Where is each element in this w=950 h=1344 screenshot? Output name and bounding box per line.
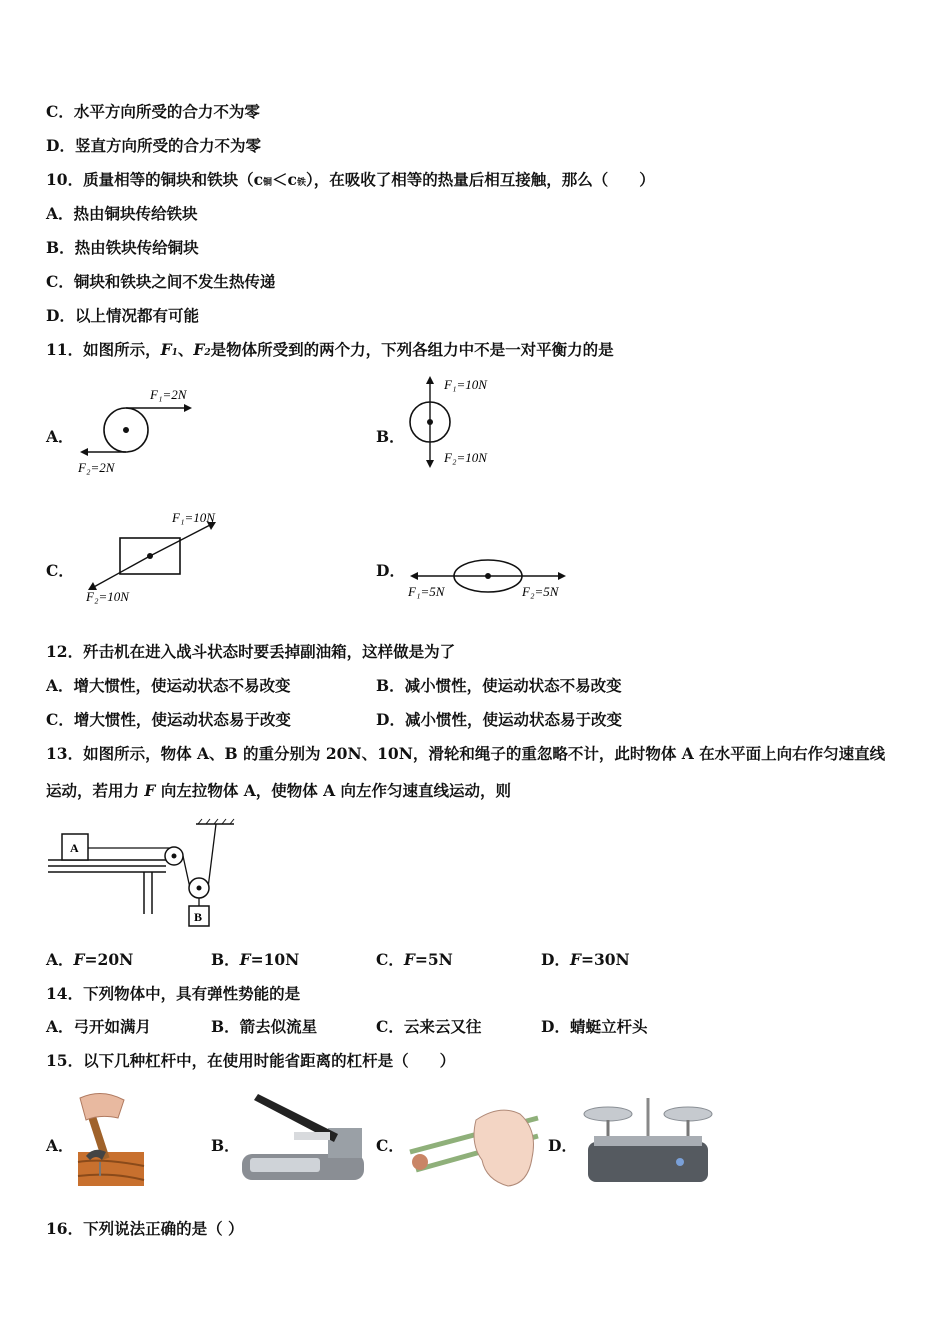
option-letter: B． — [211, 950, 240, 969]
q15-label-c: C． — [376, 1136, 404, 1155]
option-f: F — [403, 950, 415, 969]
option-value: =5N — [414, 950, 453, 969]
q11-stem-part: 11．如图所示， — [46, 340, 161, 359]
balance-scale-image — [576, 1088, 716, 1188]
block-a-label: A — [70, 841, 79, 855]
q15-label-a: A． — [46, 1136, 74, 1155]
q11-label-a: A． — [46, 427, 74, 446]
pulley-axle — [197, 886, 202, 891]
pulley-axle — [172, 854, 177, 859]
q13-option-d — [541, 950, 630, 970]
hand — [80, 1093, 124, 1120]
q14-stem: 14．下列物体中，具有弹性势能的是 — [46, 984, 301, 1003]
f2-label: F₂=5N — [522, 584, 559, 599]
q14-option-a: A．弓开如满月 — [46, 1017, 152, 1036]
f1-arrowhead — [426, 376, 434, 384]
stapler-plate — [250, 1158, 320, 1172]
q10-stem — [46, 170, 655, 193]
q13-force-f: F — [144, 781, 156, 800]
q10-option-b: B．热由铁块传给铜块 — [46, 238, 199, 257]
food-item — [412, 1154, 428, 1170]
q15-stem: 15．以下几种杠杆中，在使用时能省距离的杠杆是（ ） — [46, 1051, 456, 1070]
q10-stem-part: ），在吸收了相等的热量后相互接触，那么（ ） — [306, 170, 655, 189]
hammer-claw-image — [72, 1088, 152, 1188]
q10-option-c: C．铜块和铁块之间不发生热传递 — [46, 272, 276, 291]
option-value: =20N — [84, 950, 134, 969]
q12-option-a: A．增大惯性，使运动状态不易改变 — [46, 676, 291, 695]
f2-arrowhead — [426, 460, 434, 468]
option-letter: C． — [376, 950, 404, 969]
q13-option-c — [376, 950, 453, 970]
q15-label-b: B． — [211, 1136, 240, 1155]
f1-arrowhead — [184, 404, 192, 412]
q16-stem: 16．下列说法正确的是（ ） — [46, 1219, 244, 1238]
rope — [183, 856, 190, 888]
q11-figure-c — [80, 508, 240, 608]
left-pan — [584, 1107, 632, 1121]
q10-option-d: D．以上情况都有可能 — [46, 306, 199, 325]
option-letter: A． — [46, 950, 74, 969]
q11-f2-sub: 2 — [204, 348, 211, 358]
scale-beam — [594, 1136, 702, 1146]
q15-label-d: D． — [548, 1136, 577, 1155]
q13-pulley-figure — [46, 818, 246, 933]
q12-option-d: D．减小惯性，使运动状态易于改变 — [376, 710, 622, 729]
q11-sep: 、 — [177, 340, 194, 359]
q11-figure-b — [400, 372, 510, 472]
q10-sub-cu: 铜 — [263, 178, 273, 188]
q11-label-d: D． — [376, 561, 405, 580]
q13-option-a — [46, 950, 133, 970]
f2-label: F₂=2N — [78, 460, 115, 475]
q11-f1: F — [160, 340, 172, 359]
option-f: F — [569, 950, 581, 969]
q14-option-d: D．蜻蜓立杆头 — [541, 1017, 648, 1036]
q11-label-c: C． — [46, 561, 74, 580]
scale-knob — [676, 1158, 684, 1166]
f1-arrow — [150, 524, 212, 556]
prev-option-d: D．竖直方向所受的合力不为零 — [46, 136, 261, 155]
q11-figure-a — [72, 380, 202, 480]
prev-option-c: C．水平方向所受的合力不为零 — [46, 102, 260, 121]
f1-arrowhead — [410, 572, 418, 580]
option-value: =30N — [580, 950, 630, 969]
q10-option-a: A．热由铜块传给铁块 — [46, 204, 198, 223]
q11-label-b: B． — [376, 427, 405, 446]
q13-stem-part: 向左拉物体 A，使物体 A 向左作匀速直线运动，则 — [155, 781, 512, 800]
q12-option-b: B．减小惯性，使运动状态不易改变 — [376, 676, 622, 695]
q11-f1-sub: 1 — [171, 348, 178, 358]
q11-stem-part: 是物体所受到的两个力，下列各组力中不是一对平衡力的是 — [210, 340, 614, 359]
q11-stem — [46, 340, 614, 363]
stapler-image — [238, 1088, 370, 1188]
q13-stem-line1: 13．如图所示，物体 A、B 的重分别为 20N、10N，滑轮和绳子的重忽略不计，此时物体 A 在水平面上向右作匀速直线 — [46, 744, 886, 763]
f1-label: F₁=10N — [444, 377, 487, 392]
q13-stem-line2 — [46, 781, 511, 801]
option-f: F — [73, 950, 85, 969]
scale-base — [588, 1142, 708, 1182]
option-letter: D． — [541, 950, 570, 969]
q11-f2: F — [193, 340, 205, 359]
q14-option-c: C．云来云又往 — [376, 1017, 482, 1036]
option-value: =10N — [250, 950, 300, 969]
q11-figure-d — [400, 548, 570, 604]
f1-label: F₁=10N — [172, 510, 215, 525]
f1-label: F₁=2N — [150, 387, 187, 402]
f2-arrow — [92, 556, 150, 588]
block-b-label: B — [194, 910, 203, 924]
q12-stem: 12．歼击机在进入战斗状态时要丢掉副油箱，这样做是为了 — [46, 642, 456, 661]
f2-label: F₂=10N — [86, 589, 129, 604]
f2-arrowhead — [80, 448, 88, 456]
center-dot — [123, 427, 129, 433]
stapler-arm — [294, 1132, 330, 1140]
q10-stem-part: 10．质量相等的铜块和铁块（c — [46, 170, 264, 189]
chopsticks-image — [404, 1100, 544, 1192]
option-f: F — [239, 950, 251, 969]
q14-option-b: B．箭去似流星 — [211, 1017, 318, 1036]
f1-label: F₁=5N — [408, 584, 445, 599]
hand — [474, 1110, 534, 1186]
q13-stem-part: 运动，若用力 — [46, 781, 145, 800]
right-pan — [664, 1107, 712, 1121]
rope — [208, 824, 216, 888]
q12-option-c: C．增大惯性，使运动状态易于改变 — [46, 710, 291, 729]
q10-sub-fe: 铁 — [296, 178, 306, 188]
q10-lt: ＜c — [272, 170, 297, 189]
f2-arrowhead — [558, 572, 566, 580]
f2-label: F₂=10N — [444, 450, 487, 465]
q13-option-b — [211, 950, 299, 970]
